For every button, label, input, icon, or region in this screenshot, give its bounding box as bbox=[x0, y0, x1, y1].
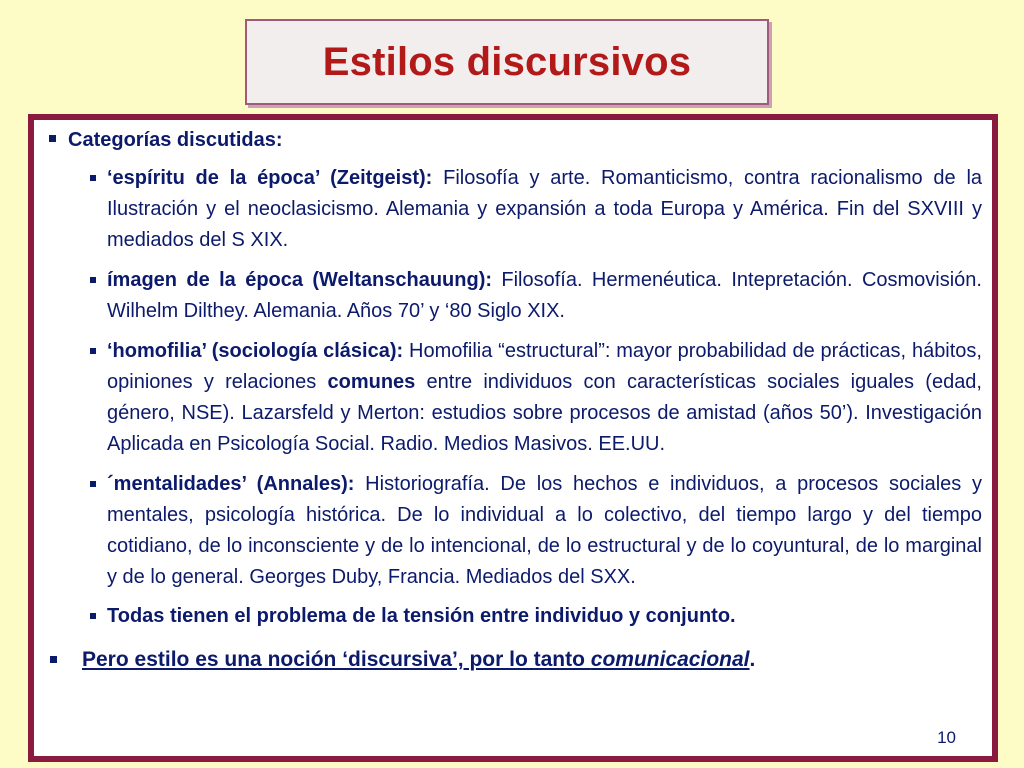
page-number: 10 bbox=[937, 728, 956, 747]
final-emphasis: comunicacional bbox=[590, 648, 750, 671]
list-item-weltanschauung bbox=[46, 265, 982, 327]
item-text: Homofilia “estructural”: mayor probabilidad de prácticas, hábitos, opiniones y relaciones bbox=[107, 340, 982, 393]
list-item-homofilia bbox=[46, 336, 982, 460]
final-statement bbox=[46, 646, 982, 674]
list-item-mentalidades bbox=[46, 469, 982, 593]
title-box bbox=[245, 19, 769, 105]
item-text: entre individuos con características sociales iguales (edad, género, NSE). Lazarsfeld y Merton: estudios sobre procesos de amistad (años 50’). Investigación Aplicada en Psicología Social. Radio. Medios Masivos. EE.UU. bbox=[107, 371, 982, 455]
item-lead: ‘espíritu de la época’ (Zeitgeist): bbox=[107, 167, 433, 189]
list-item-summary bbox=[46, 601, 982, 632]
item-lead: ´mentalidades’ (Annales): bbox=[107, 473, 355, 495]
section-heading: Categorías discutidas: bbox=[68, 129, 283, 151]
final-text bbox=[82, 648, 750, 671]
square-bullet-icon bbox=[50, 656, 57, 663]
square-bullet-icon bbox=[90, 175, 96, 181]
square-bullet-icon bbox=[90, 481, 96, 487]
item-text: Historiografía. De los hechos e individuos, a procesos sociales y mentales, psicología histórica. De lo individual a lo colectivo, del tiempo largo y del tiempo cotidiano, de lo inconsciente y de lo intencional, de lo estructural y de lo coyuntural, de lo marginal y de lo general. Georges Duby, Francia. Mediados del SXX. bbox=[107, 473, 982, 588]
item-lead: ‘homofilia’ (sociología clásica): bbox=[107, 340, 404, 362]
square-bullet-icon bbox=[90, 348, 96, 354]
slide-title: Estilos discursivos bbox=[322, 39, 692, 84]
content-box bbox=[28, 114, 998, 762]
item-bold-word: comunes bbox=[327, 371, 416, 393]
item-text: Filosofía. Hermenéutica. Intepretación. Cosmovisión. Wilhelm Dilthey. Alemania. Años 70’ y ‘80 Siglo XIX. bbox=[107, 269, 982, 322]
final-period: . bbox=[749, 648, 756, 671]
item-lead: ímagen de la época (Weltanschauung): bbox=[107, 269, 493, 291]
square-bullet-icon bbox=[90, 277, 96, 283]
list-item-zeitgeist bbox=[46, 163, 982, 256]
square-bullet-icon bbox=[49, 135, 56, 142]
item-text: Filosofía y arte. Romanticismo, contra racionalismo de la Ilustración y el neoclasicismo. Alemania y expansión a toda Europa y América. Fin del SXVIII y mediados del S XIX. bbox=[107, 167, 983, 251]
final-text-a: Pero estilo es una noción ‘discursiva’, por lo tanto bbox=[82, 648, 591, 671]
summary-text: Todas tienen el problema de la tensión entre individuo y conjunto. bbox=[107, 605, 736, 627]
square-bullet-icon bbox=[90, 613, 96, 619]
section-heading-item bbox=[46, 126, 982, 154]
